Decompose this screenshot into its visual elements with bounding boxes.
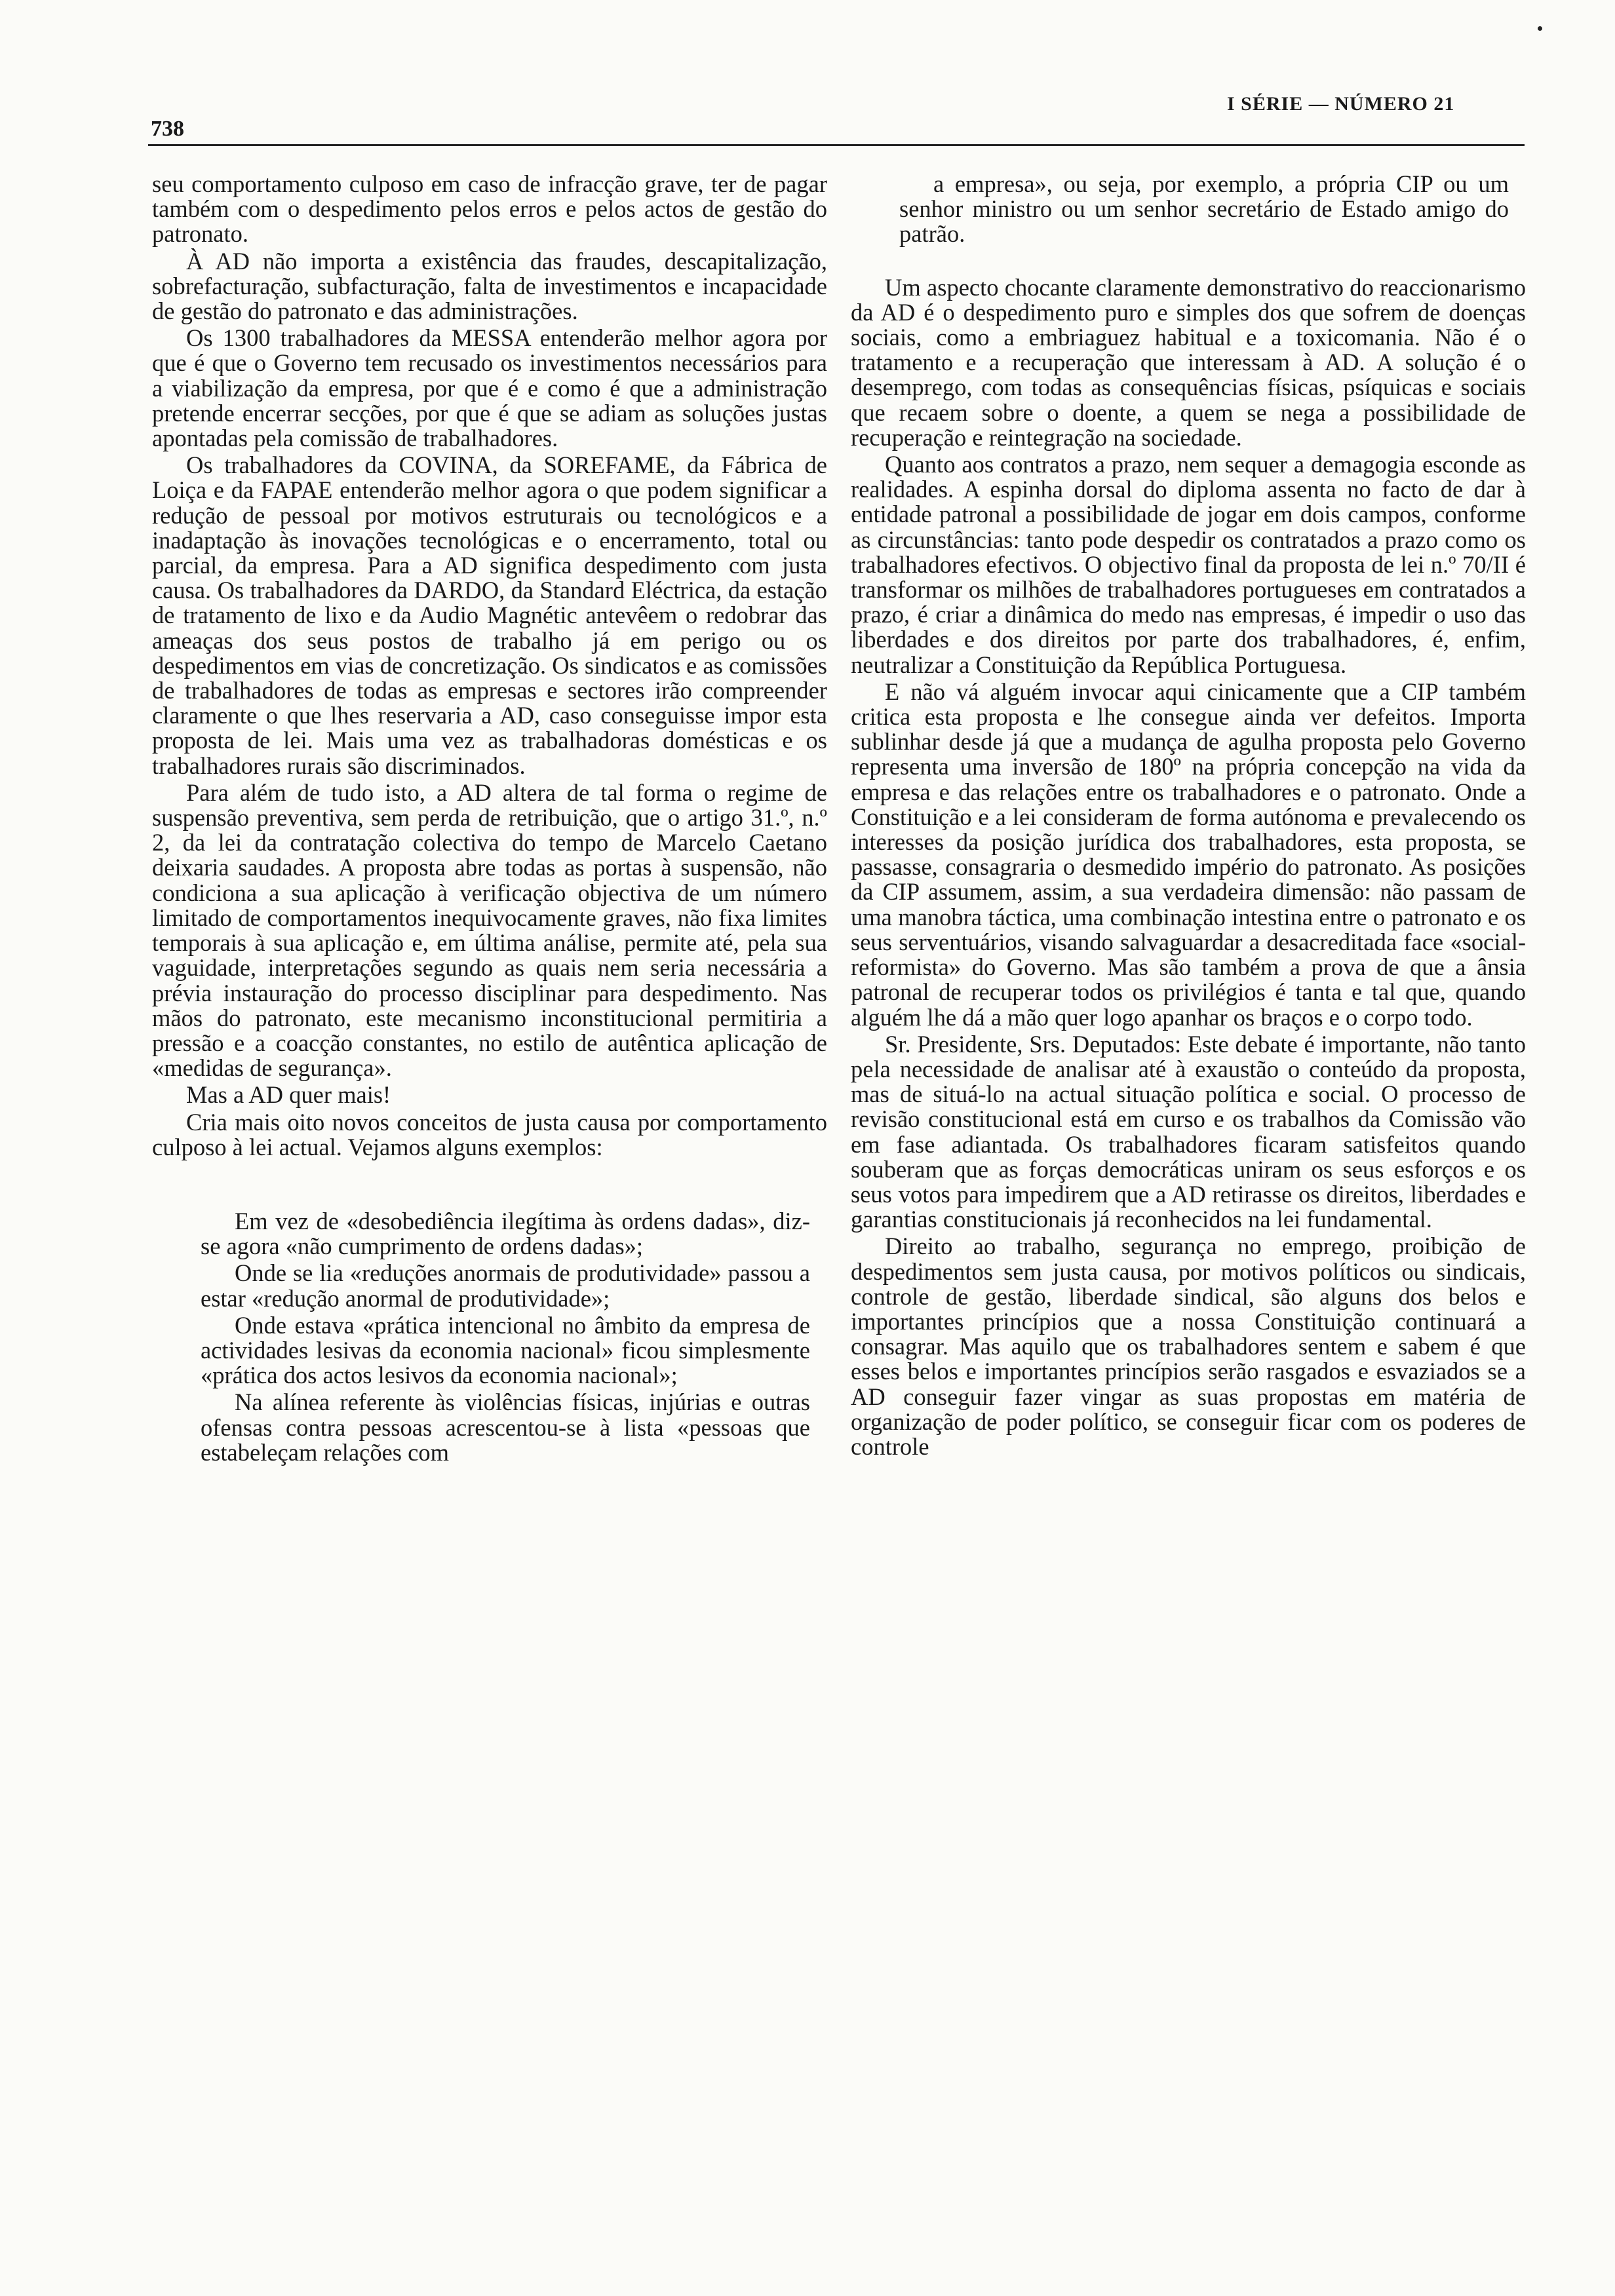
quote-item: a empresa», ou seja, por exemplo, a própria CIP ou um senhor ministro ou um senhor secretário de Estado amigo do patrão.: [899, 170, 1509, 248]
paragraph: E não vá alguém invocar aqui cinicamente que a CIP também critica esta proposta e lhe consegue ainda ver defeitos. Importa sublinhar desde já que a mudança de agulha proposta pelo Governo representa uma inversão de 180º na própria concepção na vida da empresa e das relações entre os trabalhadores e o patronato. Onde a Constituição e a lei consideram de forma autónoma e prevalecendo os interesses da posição jurídica dos trabalhadores, esta proposta, se passasse, consagraria o desmedido império do patronato. As posições da CIP assumem, assim, a sua verdadeira dimensão: não passam de uma manobra táctica, uma combinação intestina entre o patronato e os seus serventuários, visando salvaguardar a desacreditada face «social-reformista» do Governo. Mas são também a prova de que a ânsia patronal de recuperar todos os privilégios é tanta e tal que, quando alguém lhe dá a mão quer logo apanhar os braços e o corpo todo.: [851, 678, 1526, 1031]
quoted-examples: [152, 1209, 827, 1465]
paragraph: Para além de tudo isto, a AD altera de tal forma o regime de suspensão preventiva, sem perda de retribuição, que o artigo 31.º, n.º 2, da lei da contratação colectiva do tempo de Marcelo Caetano deixaria saudades. A proposta abre todas as portas à suspensão, não condiciona a sua aplicação à verificação objectiva de um número limitado de comportamentos inequivocamente graves, não fixa limites temporais à sua aplicação e, em última análise, permite até, pela sua vaguidade, interpretações segundo as quais nem seria necessária a prévia instauração do processo disciplinar para despedimento. Nas mãos do patronato, este mecanismo inconstitucional permitiria a pressão e a coacção constantes, no estilo de autêntica aplicação de «medidas de segurança».: [152, 778, 827, 1082]
paragraph: Mas a AD quer mais!: [186, 1081, 391, 1109]
quoted-continuation: [851, 172, 1526, 247]
page-mark: [1538, 26, 1542, 31]
paragraph: Um aspecto chocante claramente demonstrativo do reaccionarismo da AD é o despedimento puro e simples dos que sofrem de doenças sociais, como a embriaguez habitual e a toxicomania. Não é o tratamento e a recuperação que interessam à AD. A solução é o desemprego, com todas as consequências físicas, psíquicas e sociais que recaem sobre o doente, a quem se nega a possibilidade de recuperação e reintegração na sociedade.: [851, 273, 1526, 451]
series-header: I SÉRIE — NÚMERO 21: [1227, 93, 1455, 115]
quote-item: Onde se lia «reduções anormais de produtividade» passou a estar «redução anormal de produtividade»;: [201, 1259, 810, 1312]
paragraph: seu comportamento culposo em caso de infracção grave, ter de pagar também com o despedimento pelos erros e pelos actos de gestão do patronato.: [152, 170, 827, 248]
left-column: [152, 172, 827, 1467]
spacer: [152, 1162, 827, 1209]
quote-item: Onde estava «prática intencional no âmbito da empresa de actividades lesivas da economia nacional» ficou simplesmente «prática dos actos lesivos da economia nacional»;: [201, 1311, 810, 1389]
paragraph: Direito ao trabalho, segurança no emprego, proibição de despedimentos sem justa causa, por motivos políticos ou sindicais, controle de gestão, liberdade sindical, são alguns dos belos e importantes princípios que a nossa Constituição continuará a consagrar. Mas aquilo que os trabalhadores sentem e sabem é que esses belos e importantes princípios serão rasgados e esvaziados se a AD conseguir fazer vingar as suas propostas em matéria de organização de poder político, se conseguir ficar com os poderes de controle: [851, 1233, 1526, 1460]
paragraph: Os 1300 trabalhadores da MESSA entenderão melhor agora por que é que o Governo tem recusado os investimentos necessários para a viabilização da empresa, por que é e como é que a administração pretende encerrar secções, por que é que se adiam as soluções justas apontadas pela comissão de trabalhadores.: [152, 324, 827, 452]
paragraph: À AD não importa a existência das fraudes, descapitalização, sobrefacturação, subfacturação, falta de investimentos e incapacidade de gestão do patronato e das administrações.: [152, 247, 827, 325]
spacer: [851, 249, 1526, 275]
paragraph: Cria mais oito novos conceitos de justa causa por comportamento culposo à lei actual. Vejamos alguns exemplos:: [152, 1108, 827, 1160]
paragraph: Os trabalhadores da COVINA, da SOREFAME, da Fábrica de Loiça e da FAPAE entenderão melhor agora o que podem significar a redução de pessoal por motivos estruturais ou tecnológicos e a inadaptação às inovações tecnológicas e o encerramento, total ou parcial, da empresa. Para a AD significa despedimento com justa causa. Os trabalhadores da DARDO, da Standard Eléctrica, da estação de tratamento de lixo e da Audio Magnétic antevêem o redobrar das ameaças dos seus postos de trabalho já em perigo ou os despedimentos em vias de concretização. Os sindicatos e as comissões de trabalhadores de todas as empresas e sectores irão compreender claramente o que lhes reservaria a AD, caso conseguisse impor esta proposta de lei. Mais uma vez as trabalhadoras domésticas e os trabalhadores rurais são discriminados.: [152, 451, 827, 779]
right-column: [851, 172, 1526, 1461]
paragraph: Quanto aos contratos a prazo, nem sequer a demagogia esconde as realidades. A espinha dorsal do diploma assenta no facto de dar à entidade patronal a possibilidade de jogar em dois campos, conforme as circunstâncias: tanto pode despedir os contratados a prazo como os trabalhadores efectivos. O objectivo final da proposta de lei n.º 70/II é transformar os milhões de trabalhadores portugueses em contratados a prazo, é criar a dinâmica do medo nas empresas, é impedir o uso das liberdades e dos direitos por parte dos trabalhadores, é, enfim, neutralizar a Constituição da República Portuguesa.: [851, 451, 1526, 678]
paragraph: Sr. Presidente, Srs. Deputados: Este debate é importante, não tanto pela necessidade de analisar até à exaustão o conteúdo da proposta, mas de situá-lo na actual situação política e social. O processo de revisão constitucional está em curso e os trabalhos da Comissão vão em fase adiantada. Os trabalhadores ficaram satisfeitos quando souberam que as forças democráticas uniram os seus esforços e os seus votos para impedirem que a AD retirasse os direitos, liberdades e garantias constitucionais já reconhecidos na lei fundamental.: [851, 1030, 1526, 1233]
quote-item: Na alínea referente às violências físicas, injúrias e outras ofensas contra pessoas acrescentou-se à lista «pessoas que estabeleçam relações com: [201, 1388, 810, 1466]
page-number: 738: [151, 117, 184, 141]
quote-item: Em vez de «desobediência ilegítima às ordens dadas», diz-se agora «não cumprimento de ordens dadas»;: [201, 1207, 810, 1260]
header-rule: [148, 144, 1525, 146]
